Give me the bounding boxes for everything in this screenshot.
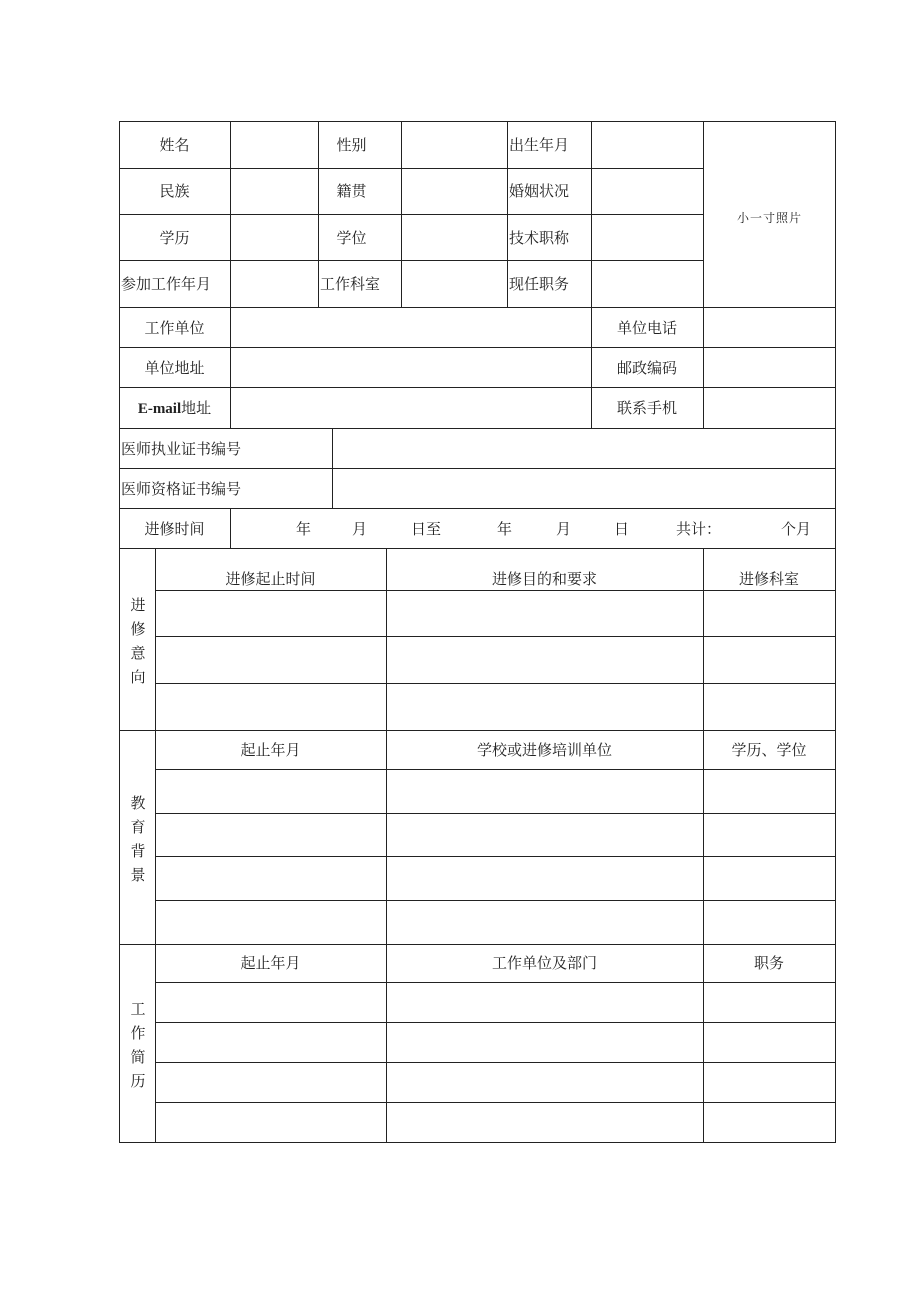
position-label: 现任职务 [509,275,570,293]
practice-cert-label: 医师执业证书编号 [121,440,242,458]
mobile-label: 联系手机 [616,399,677,417]
education-header-school: 学校或进修培训单位 [476,741,612,759]
period-total: 共计： [676,520,722,538]
birth-field[interactable] [592,122,703,168]
period-month2: 月 [556,520,572,538]
marital-field[interactable] [592,169,703,214]
education-header-period: 起止年月 [240,741,301,759]
education-label: 学历 [159,229,190,247]
education-header-degree: 学历、学位 [731,741,807,759]
native-place-label: 籍贯 [336,182,367,200]
unit-address-label: 单位地址 [144,359,205,377]
intention-char: 向 [130,668,146,686]
ethnicity-field[interactable] [231,169,318,214]
qualification-cert-field[interactable] [333,469,835,508]
name-field[interactable] [231,122,318,168]
table-cell[interactable] [387,684,703,730]
table-cell[interactable] [704,637,835,683]
intention-section-title [128,593,148,689]
birth-label: 出生年月 [509,136,570,154]
table-cell[interactable] [156,684,386,730]
education-char: 景 [130,866,146,884]
email-label [119,399,230,418]
work-unit-field[interactable] [231,308,591,347]
table-cell[interactable] [704,591,835,636]
degree-label: 学位 [336,229,367,247]
intention-char: 修 [130,620,146,638]
table-cell[interactable] [156,637,386,683]
email-label-suffix: 地址 [181,399,212,417]
marital-label: 婚姻状况 [509,182,570,200]
email-field[interactable] [231,388,591,428]
table-cell[interactable] [387,591,703,636]
native-place-field[interactable] [402,169,507,214]
table-cell[interactable] [704,684,835,730]
intention-char: 意 [130,644,146,662]
gender-field[interactable] [402,122,507,168]
work-char: 历 [130,1072,146,1090]
photo-label: 小一寸照片 [736,211,802,225]
unit-phone-label: 单位电话 [616,319,677,337]
name-label: 姓名 [159,136,190,154]
work-char: 作 [130,1024,146,1042]
education-char: 背 [130,842,146,860]
work-header-duty: 职务 [753,954,784,972]
email-label-prefix: E-mail [137,401,182,417]
education-section-title [128,791,148,887]
department-field[interactable] [402,261,507,307]
practice-cert-field[interactable] [333,429,835,468]
gender-label: 性别 [336,136,367,154]
title-label: 技术职称 [509,229,570,247]
intention-header-dept: 进修科室 [738,570,799,588]
intention-char: 进 [130,596,146,614]
period-year1: 年 [296,520,312,538]
work-unit-label: 工作单位 [144,319,205,337]
intention-header-purpose: 进修目的和要求 [491,570,597,588]
work-header-period: 起止年月 [240,954,301,972]
degree-field[interactable] [402,215,507,260]
work-header-unit: 工作单位及部门 [491,954,597,972]
intention-header-period: 进修起止时间 [225,570,316,588]
table-cell[interactable] [156,591,386,636]
postcode-label: 邮政编码 [616,359,677,377]
mobile-field[interactable] [704,388,835,428]
photo-box[interactable] [704,122,835,307]
ethnicity-label: 民族 [159,182,190,200]
period-months: 个月 [781,520,812,538]
work-start-field[interactable] [231,261,318,307]
work-char: 工 [130,1000,146,1018]
work-section-title [128,997,148,1093]
period-day-to: 日至 [411,520,442,538]
work-start-label: 参加工作年月 [121,275,212,293]
table-cell[interactable] [387,637,703,683]
work-char: 简 [130,1048,146,1066]
education-char: 教 [130,794,146,812]
postcode-field[interactable] [704,348,835,387]
unit-address-field[interactable] [231,348,591,387]
unit-phone-field[interactable] [704,308,835,347]
education-field[interactable] [231,215,318,260]
position-field[interactable] [592,261,703,307]
department-label: 工作科室 [320,275,381,293]
study-period-label: 进修时间 [144,520,205,538]
qualification-cert-label: 医师资格证书编号 [121,480,242,498]
education-char: 育 [130,818,146,836]
title-field[interactable] [592,215,703,260]
period-day2: 日 [614,520,630,538]
period-month1: 月 [352,520,368,538]
period-year2: 年 [497,520,513,538]
